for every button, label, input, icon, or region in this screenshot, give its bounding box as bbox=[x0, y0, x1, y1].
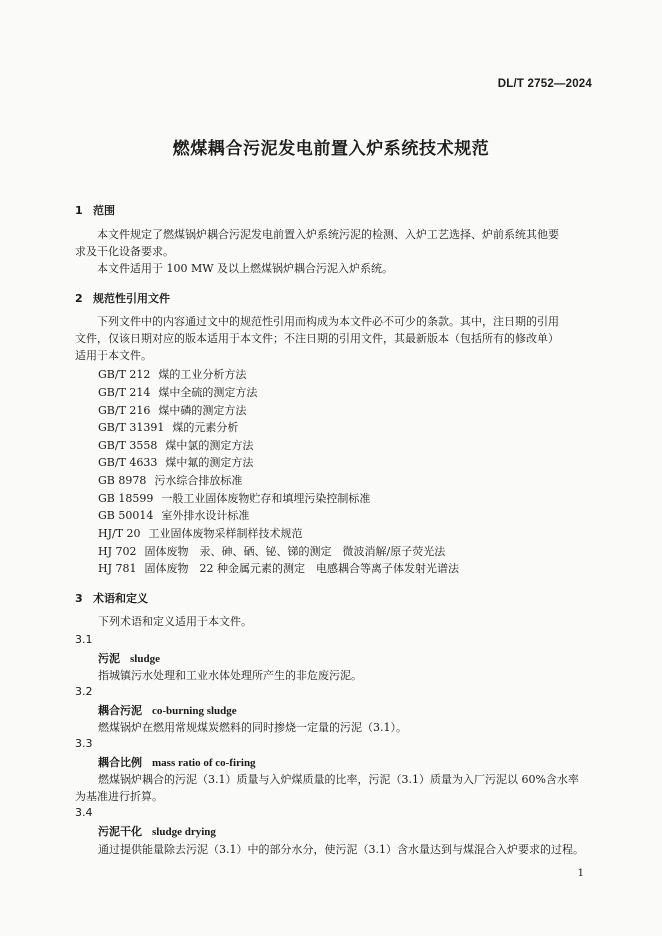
clause-number: 3.3 bbox=[75, 737, 93, 750]
reference-item: HJ 702 固体废物 汞、砷、硒、铋、锑的测定 微波消解/原子荧光法 bbox=[98, 545, 446, 558]
term-definition: 燃煤锅炉在燃用常规煤炭燃料的同时掺烧一定量的污泥（3.1）。 bbox=[98, 721, 407, 734]
paragraph-line: 适用于本文件。 bbox=[75, 349, 152, 362]
section-title: 范围 bbox=[93, 204, 115, 217]
clause-number: 3.2 bbox=[75, 685, 93, 698]
term-definition: 燃煤锅炉耦合的污泥（3.1）质量与入炉煤质量的比率，污泥（3.1）质量为入厂污泥以 60%含水率 bbox=[98, 773, 579, 786]
term-entry: 污泥干化 sludge drying bbox=[98, 825, 216, 838]
section-number: 1 bbox=[75, 204, 83, 217]
reference-item: GB/T 216 煤中磷的测定方法 bbox=[98, 404, 247, 417]
reference-item: GB 50014 室外排水设计标准 bbox=[98, 509, 250, 522]
reference-item: HJ 781 固体废物 22 种金属元素的测定 电感耦合等离子体发射光谱法 bbox=[98, 562, 459, 575]
paragraph-line: 本文件规定了燃煤锅炉耦合污泥发电前置入炉系统污泥的检测、入炉工艺选择、炉前系统其他要 bbox=[97, 228, 559, 241]
reference-item: GB/T 214 煤中全硫的测定方法 bbox=[98, 386, 258, 399]
term-entry: 污泥 sludge bbox=[98, 652, 160, 665]
paragraph-line: 文件，仅该日期对应的版本适用于本文件；不注日期的引用文件，其最新版本（包括所有的修改单） bbox=[75, 332, 559, 345]
paragraph-line: 下列文件中的内容通过文中的规范性引用而构成为本文件必不可少的条款。其中，注日期的引用 bbox=[97, 315, 559, 328]
section-2-heading bbox=[75, 290, 170, 306]
term-entry: 耦合污泥 co-burning sludge bbox=[98, 704, 237, 717]
reference-item: GB 18599 一般工业固体废物贮存和填埋污染控制标准 bbox=[98, 492, 371, 505]
section-3-intro: 下列术语和定义适用于本文件。 bbox=[98, 615, 252, 628]
section-1-heading bbox=[75, 202, 115, 218]
page-title: 燃煤耦合污泥发电前置入炉系统技术规范 bbox=[172, 139, 490, 159]
clause-number: 3.1 bbox=[75, 633, 93, 646]
document-number: DL/T 2752—2024 bbox=[497, 78, 592, 90]
section-title: 术语和定义 bbox=[93, 592, 148, 605]
term-entry: 耦合比例 mass ratio of co-firing bbox=[98, 756, 256, 769]
paragraph-line: 本文件适用于 100 MW 及以上燃煤锅炉耦合污泥入炉系统。 bbox=[97, 262, 394, 275]
section-number: 2 bbox=[75, 292, 83, 305]
term-definition: 通过提供能量除去污泥（3.1）中的部分水分，使污泥（3.1）含水量达到与煤混合入炉要求的过程。 bbox=[98, 843, 584, 856]
reference-item: GB/T 3558 煤中氯的测定方法 bbox=[98, 439, 254, 452]
section-3-heading bbox=[75, 590, 148, 606]
section-1-body bbox=[75, 226, 595, 277]
reference-item: HJ/T 20 工业固体废物采样制样技术规范 bbox=[98, 527, 303, 540]
clause-number: 3.4 bbox=[75, 806, 93, 819]
section-2-body bbox=[75, 313, 595, 364]
reference-item: GB/T 31391 煤的元素分析 bbox=[98, 421, 239, 434]
reference-item: GB/T 212 煤的工业分析方法 bbox=[98, 368, 247, 381]
paragraph-line: 求及干化设备要求。 bbox=[75, 245, 174, 258]
section-number: 3 bbox=[75, 592, 83, 605]
term-definition-continued: 为基准进行折算。 bbox=[75, 790, 163, 803]
page-number: 1 bbox=[577, 868, 584, 879]
term-definition: 指城镇污水处理和工业水体处理所产生的非危废污泥。 bbox=[98, 669, 362, 682]
section-title: 规范性引用文件 bbox=[93, 292, 170, 305]
reference-item: GB 8978 污水综合排放标准 bbox=[98, 474, 243, 487]
reference-item: GB/T 4633 煤中氟的测定方法 bbox=[98, 456, 254, 469]
